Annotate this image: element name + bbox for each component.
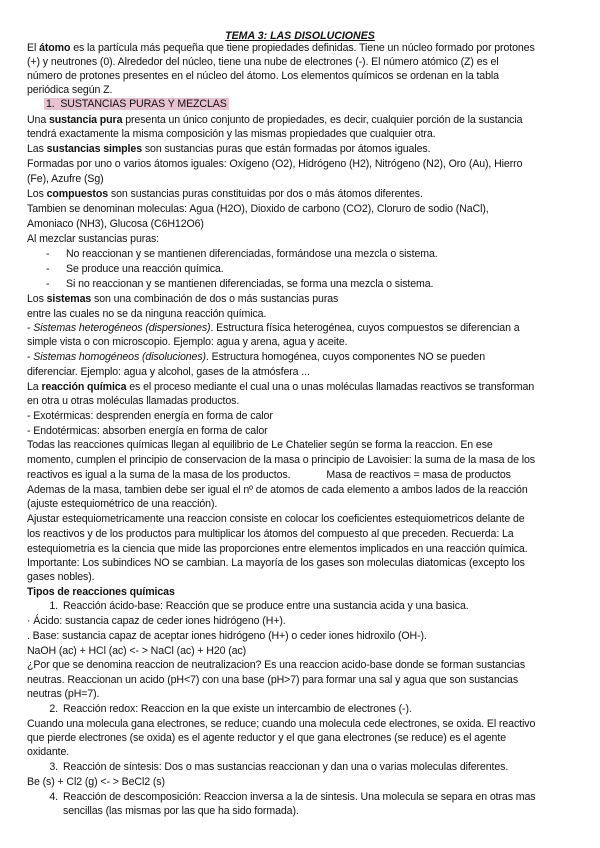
reaction-line-3: - Exotérmicas: desprenden energía en forma de calor bbox=[27, 410, 273, 422]
types-item-1: 1. Reacción ácido-base: Reacción que se produce entre una sustancia acida y una basica. bbox=[49, 600, 469, 612]
types-item-3: 3. Reacción de síntesis: Dos o mas sustancias reaccionan y dan una o varias moleculas diferentes. bbox=[49, 761, 509, 773]
types-item-1-line-2: · Ácido: sustancia capaz de ceder iones hidrógeno (H+). bbox=[27, 615, 286, 627]
systems-line-2: entre las cuales no se da ninguna reacción química. bbox=[27, 308, 267, 320]
pure-line-4: Formadas por uno o varios átomos iguales: Oxígeno (O2), Hidrógeno (H2), Nitrógeno (N2), Oro (Au), Hierro bbox=[27, 158, 523, 170]
reaction-line-2: en otra u otras moléculas llamadas productos. bbox=[27, 395, 240, 407]
types-item-1-line-3: . Base: sustancia capaz de aceptar iones hidrógeno (H+) o ceder iones hidroxilo (OH-). bbox=[27, 630, 427, 642]
types-item-2-line-4: oxidante. bbox=[27, 746, 70, 758]
reaction-line-11: los reactivos y de los productos para multiplicar los átomos del compuesto al que preceden. Recuerda: La bbox=[27, 528, 514, 540]
systems-line-1: Los sistemas son una combinación de dos o más sustancias puras bbox=[27, 293, 339, 305]
pure-line-6: Los compuestos son sustancias puras constituidas por dos o más átomos diferentes. bbox=[27, 188, 423, 200]
list-item: - No reaccionan y se mantienen diferenciadas, formándose una mezcla o sistema. bbox=[46, 248, 438, 260]
intro-line-2: (+) y neutrones (0). Alrededor del núcleo, tiene una nube de electrones (-). El número atómico (Z) es el bbox=[27, 56, 499, 68]
reaction-line-13: Importante: Los subindices NO se cambian. La mayoría de los gases son moleculas diatomicas (excepto los bbox=[27, 557, 525, 569]
reaction-line-14: gases nobles). bbox=[27, 571, 95, 583]
reaction-line-10: Ajustar estequiometricamente una reaccion consiste en colocar los coeficientes estequiometricos delante de bbox=[27, 513, 525, 525]
reaction-line-8: Ademas de la masa, tambien debe ser igual el nº de atomos de cada elemento a ambos lados de la reacción bbox=[27, 484, 528, 496]
types-item-1-line-6: neutras. Reaccionan un acido (pH<7) con una base (pH>7) para formar una sal y agua que son sustancias bbox=[27, 674, 519, 686]
types-item-3-line-2: Be (s) + Cl2 (g) <- > BeCl2 (s) bbox=[27, 776, 165, 788]
pure-line-1: Una sustancia pura presenta un único conjunto de propiedades, es decir, cualquier porción de la sustancia bbox=[27, 114, 523, 126]
document-title: TEMA 3: LAS DISOLUCIONES bbox=[225, 30, 375, 42]
systems-hom-line-1: - Sistemas homogéneos (disoluciones). Estructura homogénea, cuyos componentes NO se pueden bbox=[27, 351, 485, 363]
list-item: - Se produce una reacción química. bbox=[46, 263, 224, 275]
types-item-2-line-3: que pierde electrones (se oxida) es el agente reductor y el que gana electrones (se reduce) es el agente bbox=[27, 732, 506, 744]
reaction-line-6: momento, cumplen el principio de conservacion de la masa o principio de Lavoisier: la suma de la masa de los bbox=[27, 454, 535, 466]
list-item: - Si no reaccionan y se mantienen diferenciadas, se forma una mezcla o sistema. bbox=[46, 278, 434, 290]
pure-line-7: Tambien se denominan moleculas: Agua (H2O), Dioxido de carbono (CO2), Cloruro de sodio (NaCl), bbox=[27, 203, 489, 215]
intro-line-1: El átomo es la partícula más pequeña que tiene propiedades definidas. Tiene un núcleo formado por protones bbox=[27, 42, 535, 54]
reaction-line-12: estequiometria es la ciencia que mide las proporciones entre elementos implicados en una reacción química. bbox=[27, 543, 528, 555]
systems-hom-line-2: diferenciar. Ejemplo: agua y alcohol, gases de la atmósfera ... bbox=[27, 366, 310, 378]
pure-line-2: tendrá exactamente la misma composición y las mismas propiedades que cualquier otra. bbox=[27, 128, 436, 140]
pure-line-9: Al mezclar sustancias puras: bbox=[27, 233, 160, 245]
types-item-1-line-5: ¿Por que se denomina reaccion de neutralizacion? Es una reaccion acido-base donde se forman sustancias bbox=[27, 659, 526, 671]
types-heading: Tipos de reacciones químicas bbox=[27, 586, 175, 598]
intro-line-3: número de protones presentes en el núcleo del átomo. Los elementos químicos se ordenan en la tabla bbox=[27, 70, 499, 82]
types-item-1-line-4: NaOH (ac) + HCl (ac) <- > NaCl (ac) + H20 (ac) bbox=[27, 645, 247, 657]
reaction-line-1: La reacción química es el proceso mediante el cual una o unas moléculas llamadas reactivos se transforman bbox=[27, 381, 535, 393]
systems-het-line-1: - Sistemas heterogéneos (dispersiones). Estructura física heterogénea, cuyos compuestos se diferencian a bbox=[27, 322, 520, 334]
types-item-2-line-2: Cuando una molecula gana electrones, se reduce; cuando una molecula cede electrones, se oxida. El reactivo bbox=[27, 718, 536, 730]
reaction-line-5: Todas las reacciones químicas llegan al equilibrio de Le Chatelier según se forma la reaccion. En ese bbox=[27, 439, 493, 451]
pure-line-8: Amoniaco (NH3), Glucosa (C6H12O6) bbox=[27, 218, 204, 230]
types-item-1-line-7: neutras (pH=7). bbox=[27, 688, 100, 700]
reaction-line-7: reactivos es igual a la suma de la masa de los productos. Masa de reactivos = masa de productos bbox=[27, 469, 511, 481]
types-item-2: 2. Reacción redox: Reaccion en la que existe un intercambio de electrones (-). bbox=[49, 703, 412, 715]
systems-het-line-2: simple vista o con microscopio. Ejemplo: agua y arena, agua y aceite. bbox=[27, 336, 348, 348]
pure-line-3: Las sustancias simples son sustancias puras que están formadas por átomos iguales. bbox=[27, 143, 431, 155]
reaction-line-9: (ajuste estequiométrico de una reacción). bbox=[27, 498, 218, 510]
intro-line-4: periódica según Z. bbox=[27, 84, 113, 96]
types-item-4-line-2: sencillas (las mismas por las que ha sido formada). bbox=[63, 805, 299, 817]
section-heading: 1. SUSTANCIAS PURAS Y MEZCLAS bbox=[46, 98, 227, 110]
pure-line-5: (Fe), Azufre (Sg) bbox=[27, 173, 104, 185]
reaction-line-4: - Endotérmicas: absorben energía en forma de calor bbox=[27, 425, 268, 437]
types-item-4: 4. Reacción de descomposición: Reaccion inversa a la de sintesis. Una molecula se separa en otras mas bbox=[49, 791, 536, 803]
